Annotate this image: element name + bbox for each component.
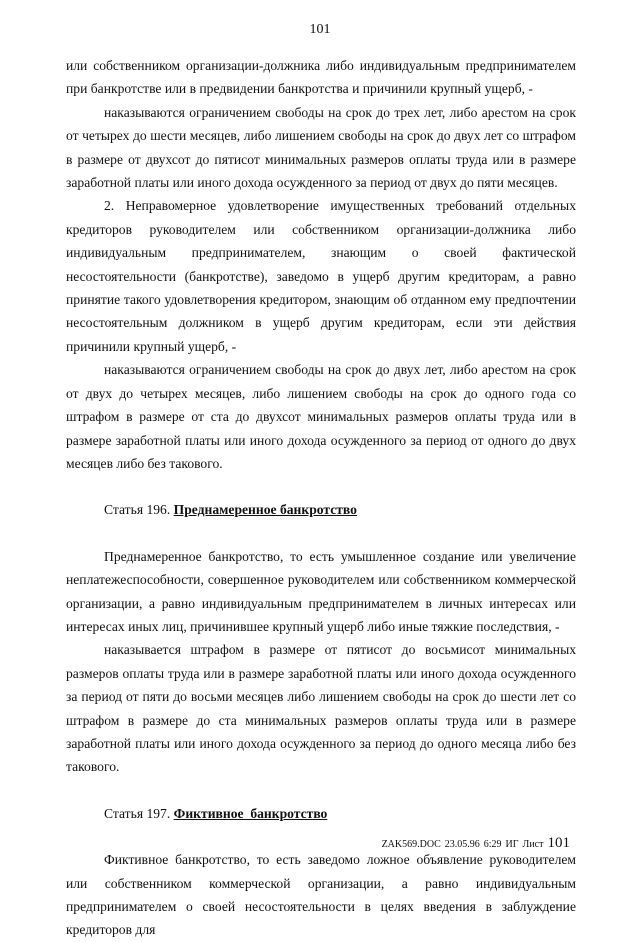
document-body <box>66 54 576 942</box>
footer-date: 23.05.96 <box>444 839 480 850</box>
page-number: 101 <box>309 22 331 37</box>
article-196-paragraph-2: наказывается штрафом в размере от пятисот до восьмисот минимальных размеров оплаты труда или в размере заработной платы или иного дохода осужденного за период от пяти до восьми месяцев либо лишением свободы на срок до шести лет со штрафом в размере до ста минимальных размеров оплаты труда или в размере заработной платы или иного дохода осужденного за период до одного месяца либо без такового. <box>66 642 576 775</box>
article-197-heading <box>66 802 576 825</box>
footer-initials: ИГ <box>505 839 519 850</box>
footer-sheet-label: Лист <box>522 839 544 850</box>
article-197-label: Статья 197. <box>104 805 171 821</box>
article-196-label: Статья 196. <box>104 502 171 518</box>
footer-time: 6:29 <box>483 839 502 850</box>
article-196-heading <box>66 498 576 521</box>
article-197-title: Фиктивное банкротство <box>173 805 328 821</box>
article-196-paragraph-1: Преднамеренное банкротство, то есть умышленное создание или увеличение неплатежеспособности, совершенное руководителем или собственником коммерческой организации, а равно индивидуальным предпринимателем в личных интересах или интересах иных лиц, причинившее крупный ущерб либо иные тяжкие последствия, - <box>66 548 576 634</box>
paragraph-part-2: 2. Неправомерное удовлетворение имущественных требований отдельных кредиторов руководителем или собственником организации-должника либо индивидуальным предпринимателем, знающим о своей фактической несостоятельности (банкротстве), заведомо в ущерб другим кредиторам, а равно принятие такого удовлетворения кредитором, знающим об отданном ему предпочтении несостоятельным должником в ущерб другим кредиторам, если эти действия причинили крупный ущерб, - <box>66 198 576 354</box>
paragraph-continuation: или собственником организации-должника либо индивидуальным предпринимателем при банкротстве или в предвидении банкротства и причинили крупный ущерб, - <box>66 58 576 97</box>
paragraph-penalty-2: наказываются ограничением свободы на срок до двух лет, либо арестом на срок от двух до четырех месяцев, либо лишением свободы на срок до одного года со штрафом в размере от ста до двухсот минимальных размеров оплаты труда или в размере заработной платы или иного дохода осужденного за период от одного до двух месяцев либо без такового. <box>66 362 576 471</box>
document-footer <box>382 835 570 852</box>
paragraph-penalty-1: наказываются ограничением свободы на срок до трех лет, либо арестом на срок от четырех до шести месяцев, либо лишением свободы на срок до двух лет со штрафом в размере от двухсот до пятисот минимальных размеров оплаты труда или в размере заработной платы или иного дохода осужденного за период от двух до пяти месяцев. <box>66 104 576 191</box>
article-196-title: Преднамеренное банкротство <box>173 502 357 518</box>
footer-sheet-number: 101 <box>547 835 570 851</box>
article-197-paragraph-1: Фиктивное банкротство, то есть заведомо ложное объявление руководителем или собственником коммерческой организации, а равно индивидуальным предпринимателем о своей несостоятельности в целях введения в заблуждение кредиторов для <box>66 852 576 938</box>
footer-file: ZAK569.DOC <box>381 839 441 850</box>
